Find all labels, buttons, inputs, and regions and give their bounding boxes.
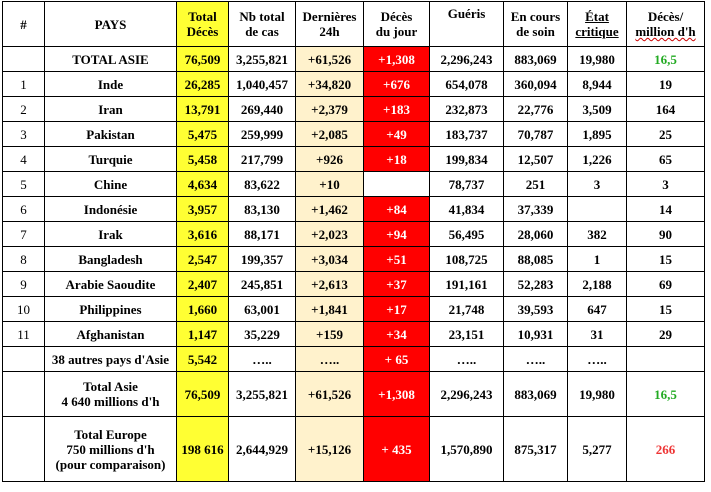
etat-critique xyxy=(568,197,627,222)
dernieres-24h: +34,820 xyxy=(296,72,364,97)
row-num: 4 xyxy=(3,147,45,172)
en-cours-de-soin: 10,931 xyxy=(504,322,568,347)
deces-du-jour: +37 xyxy=(364,272,430,297)
country-name: Bangladesh xyxy=(45,247,177,272)
dernieres-24h: +1,462 xyxy=(296,197,364,222)
nb-total-cas: 269,440 xyxy=(229,97,296,122)
header-etat-critique: État critique xyxy=(568,2,627,47)
other-countries-row xyxy=(3,347,705,372)
etat-critique: 19,980 xyxy=(568,372,627,417)
header-en-cours: En cours de soin xyxy=(504,2,568,47)
dernieres-24h: +926 xyxy=(296,147,364,172)
en-cours-de-soin: 39,593 xyxy=(504,297,568,322)
nb-total-cas: 245,851 xyxy=(229,272,296,297)
other-countries-label: 38 autres pays d'Asie xyxy=(45,347,177,372)
deces-du-jour: +1,308 xyxy=(364,47,430,72)
table-row xyxy=(3,172,705,197)
gueris: 41,834 xyxy=(430,197,504,222)
nb-total-cas: 199,357 xyxy=(229,247,296,272)
deces-par-million: 164 xyxy=(627,97,705,122)
deces-du-jour xyxy=(364,172,430,197)
gueris: 199,834 xyxy=(430,147,504,172)
deces-par-million: 90 xyxy=(627,222,705,247)
table-row xyxy=(3,197,705,222)
gueris: 654,078 xyxy=(430,72,504,97)
etat-critique: 8,944 xyxy=(568,72,627,97)
deces-par-million: 29 xyxy=(627,322,705,347)
dernieres-24h: +61,526 xyxy=(296,47,364,72)
deces-du-jour: +18 xyxy=(364,147,430,172)
nb-total-cas: 88,171 xyxy=(229,222,296,247)
nb-total-cas: 35,229 xyxy=(229,322,296,347)
etat-critique: 2,188 xyxy=(568,272,627,297)
deces-du-jour: +51 xyxy=(364,247,430,272)
dernieres-24h: +2,023 xyxy=(296,222,364,247)
header-deces-jour: Décès du jour xyxy=(364,2,430,47)
dernieres-24h: +15,126 xyxy=(296,417,364,482)
dernieres-24h: +10 xyxy=(296,172,364,197)
en-cours-de-soin: 875,317 xyxy=(504,417,568,482)
nb-total-cas: 217,799 xyxy=(229,147,296,172)
deces-par-million: 3 xyxy=(627,172,705,197)
country-name: Arabie Saoudite xyxy=(45,272,177,297)
deces-du-jour: +676 xyxy=(364,72,430,97)
etat-critique: 382 xyxy=(568,222,627,247)
en-cours-de-soin: 251 xyxy=(504,172,568,197)
total-deces: 5,542 xyxy=(177,347,229,372)
nb-total-cas: 1,040,457 xyxy=(229,72,296,97)
deces-du-jour: +49 xyxy=(364,122,430,147)
nb-total-cas: 83,622 xyxy=(229,172,296,197)
gueris: ….. xyxy=(430,347,504,372)
deces-par-million: 25 xyxy=(627,122,705,147)
country-name: Philippines xyxy=(45,297,177,322)
total-deces: 3,616 xyxy=(177,222,229,247)
gueris: 191,161 xyxy=(430,272,504,297)
gueris: 2,296,243 xyxy=(430,47,504,72)
dernieres-24h: +3,034 xyxy=(296,247,364,272)
gueris: 183,737 xyxy=(430,122,504,147)
table-row xyxy=(3,297,705,322)
total-asie-top-row xyxy=(3,47,705,72)
dernieres-24h: ….. xyxy=(296,347,364,372)
etat-critique: 647 xyxy=(568,297,627,322)
header-pays: PAYS xyxy=(45,2,177,47)
country-name: Turquie xyxy=(45,147,177,172)
gueris: 23,151 xyxy=(430,322,504,347)
total-europe-row xyxy=(3,417,705,482)
header-nb-total: Nb total de cas xyxy=(229,2,296,47)
table-row xyxy=(3,322,705,347)
total-deces: 1,147 xyxy=(177,322,229,347)
row-num: 9 xyxy=(3,272,45,297)
etat-critique: ….. xyxy=(568,347,627,372)
etat-critique: 3 xyxy=(568,172,627,197)
deces-du-jour: +17 xyxy=(364,297,430,322)
row-num xyxy=(3,47,45,72)
row-num: 6 xyxy=(3,197,45,222)
country-name: Iran xyxy=(45,97,177,122)
gueris: 21,748 xyxy=(430,297,504,322)
row-num xyxy=(3,347,45,372)
country-name: Pakistan xyxy=(45,122,177,147)
total-asie-row xyxy=(3,372,705,417)
total-deces: 13,791 xyxy=(177,97,229,122)
table-row xyxy=(3,147,705,172)
table-row xyxy=(3,72,705,97)
table-row xyxy=(3,272,705,297)
header-deces-million: Décès/ million d'h xyxy=(627,2,705,47)
deces-du-jour: +34 xyxy=(364,322,430,347)
nb-total-cas: 63,001 xyxy=(229,297,296,322)
gueris: 2,296,243 xyxy=(430,372,504,417)
total-deces: 3,957 xyxy=(177,197,229,222)
en-cours-de-soin: 360,094 xyxy=(504,72,568,97)
total-asie-label: TOTAL ASIE xyxy=(45,47,177,72)
country-name: Inde xyxy=(45,72,177,97)
en-cours-de-soin: 22,776 xyxy=(504,97,568,122)
etat-critique: 3,509 xyxy=(568,97,627,122)
etat-critique: 1 xyxy=(568,247,627,272)
deces-par-million: 15 xyxy=(627,297,705,322)
etat-critique: 31 xyxy=(568,322,627,347)
deces-par-million: 65 xyxy=(627,147,705,172)
deces-par-million: 266 xyxy=(627,417,705,482)
etat-critique: 1,895 xyxy=(568,122,627,147)
deces-du-jour: +183 xyxy=(364,97,430,122)
header-num: # xyxy=(3,2,45,47)
deces-par-million: 69 xyxy=(627,272,705,297)
total-deces: 5,458 xyxy=(177,147,229,172)
table-row xyxy=(3,122,705,147)
total-deces: 76,509 xyxy=(177,372,229,417)
nb-total-cas: 259,999 xyxy=(229,122,296,147)
gueris: 108,725 xyxy=(430,247,504,272)
total-deces: 4,634 xyxy=(177,172,229,197)
deces-par-million: 19 xyxy=(627,72,705,97)
deces-du-jour: + 435 xyxy=(364,417,430,482)
en-cours-de-soin: 12,507 xyxy=(504,147,568,172)
en-cours-de-soin: 883,069 xyxy=(504,47,568,72)
row-num: 11 xyxy=(3,322,45,347)
table-row xyxy=(3,247,705,272)
deces-par-million xyxy=(627,347,705,372)
nb-total-cas: 83,130 xyxy=(229,197,296,222)
header-row xyxy=(3,2,705,47)
total-deces: 1,660 xyxy=(177,297,229,322)
deces-du-jour: + 65 xyxy=(364,347,430,372)
etat-critique: 19,980 xyxy=(568,47,627,72)
total-deces: 5,475 xyxy=(177,122,229,147)
deces-par-million: 16,5 xyxy=(627,372,705,417)
nb-total-cas: 2,644,929 xyxy=(229,417,296,482)
row-num: 1 xyxy=(3,72,45,97)
etat-critique: 5,277 xyxy=(568,417,627,482)
total-asie-label: Total Asie 4 640 millions d'h xyxy=(45,372,177,417)
dernieres-24h: +61,526 xyxy=(296,372,364,417)
nb-total-cas: 3,255,821 xyxy=(229,47,296,72)
header-dernieres: Dernières 24h xyxy=(296,2,364,47)
deces-par-million: 16,5 xyxy=(627,47,705,72)
header-total-deces: Total Décès xyxy=(177,2,229,47)
nb-total-cas: ….. xyxy=(229,347,296,372)
en-cours-de-soin: 88,085 xyxy=(504,247,568,272)
row-num: 8 xyxy=(3,247,45,272)
dernieres-24h: +2,613 xyxy=(296,272,364,297)
deces-du-jour: +84 xyxy=(364,197,430,222)
row-num: 5 xyxy=(3,172,45,197)
table-row xyxy=(3,97,705,122)
nb-total-cas: 3,255,821 xyxy=(229,372,296,417)
row-num xyxy=(3,417,45,482)
dernieres-24h: +2,085 xyxy=(296,122,364,147)
row-num: 7 xyxy=(3,222,45,247)
country-name: Chine xyxy=(45,172,177,197)
row-num: 2 xyxy=(3,97,45,122)
en-cours-de-soin: 52,283 xyxy=(504,272,568,297)
en-cours-de-soin: ….. xyxy=(504,347,568,372)
country-name: Irak xyxy=(45,222,177,247)
gueris: 78,737 xyxy=(430,172,504,197)
gueris: 1,570,890 xyxy=(430,417,504,482)
deces-du-jour: +94 xyxy=(364,222,430,247)
row-num xyxy=(3,372,45,417)
total-deces: 26,285 xyxy=(177,72,229,97)
dernieres-24h: +1,841 xyxy=(296,297,364,322)
dernieres-24h: +2,379 xyxy=(296,97,364,122)
country-name: Indonésie xyxy=(45,197,177,222)
en-cours-de-soin: 37,339 xyxy=(504,197,568,222)
row-num: 10 xyxy=(3,297,45,322)
deces-par-million: 15 xyxy=(627,247,705,272)
gueris: 56,495 xyxy=(430,222,504,247)
en-cours-de-soin: 28,060 xyxy=(504,222,568,247)
deces-du-jour: +1,308 xyxy=(364,372,430,417)
total-europe-label: Total Europe 750 millions d'h (pour comparaison) xyxy=(45,417,177,482)
etat-critique: 1,226 xyxy=(568,147,627,172)
total-deces: 2,547 xyxy=(177,247,229,272)
row-num: 3 xyxy=(3,122,45,147)
country-name: Afghanistan xyxy=(45,322,177,347)
total-deces: 2,407 xyxy=(177,272,229,297)
header-gueris: Guéris xyxy=(430,2,504,47)
gueris: 232,873 xyxy=(430,97,504,122)
en-cours-de-soin: 883,069 xyxy=(504,372,568,417)
en-cours-de-soin: 70,787 xyxy=(504,122,568,147)
covid-asia-table xyxy=(2,1,705,482)
dernieres-24h: +159 xyxy=(296,322,364,347)
total-deces: 198 616 xyxy=(177,417,229,482)
table-row xyxy=(3,222,705,247)
deces-par-million: 14 xyxy=(627,197,705,222)
total-deces: 76,509 xyxy=(177,47,229,72)
